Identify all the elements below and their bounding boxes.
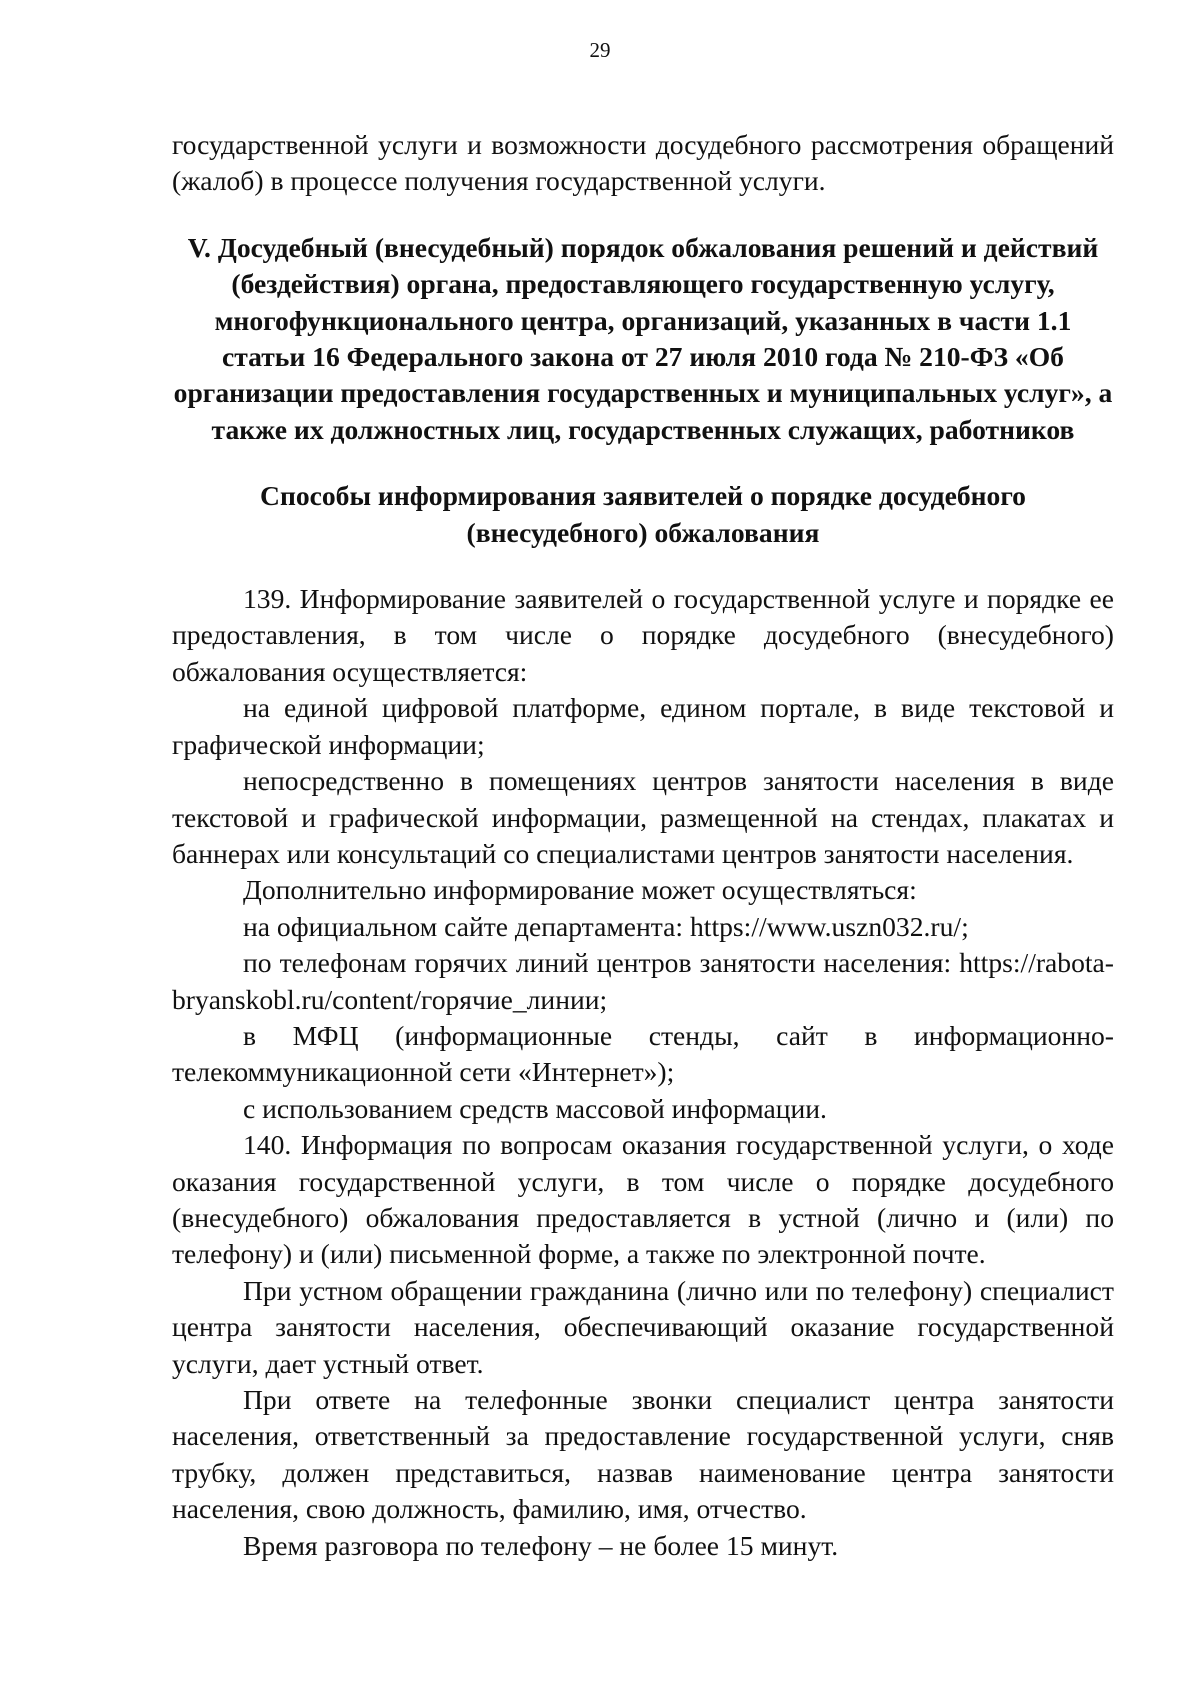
subsection-heading: Способы информирования заявителей о порядке досудебного (внесудебного) обжалования xyxy=(260,480,1026,548)
paragraph-139-item-mfc: в МФЦ (информационные стенды, сайт в информационно-телекоммуникационной сети «Интернет»); xyxy=(172,1019,1114,1088)
paragraph-139-item-hotlines: по телефонам горячих линий центров занятости населения: https://rabota-bryanskobl.ru/content/горячие_линии; xyxy=(172,947,1114,1015)
paragraph-140-duration: Время разговора по телефону – не более 15 минут. xyxy=(243,1529,839,1561)
paragraph-140-phone: При ответе на телефонные звонки специалист центра занятости населения, ответственный за предоставление государственной услуги, сняв трубку, должен представиться, назвав наименование центра занятости населения, свою должность, фамилию, имя, отчество. xyxy=(172,1384,1114,1525)
paragraph-139-additional: Дополнительно информирование может осуществляться: xyxy=(243,874,917,906)
continuation-paragraph: государственной услуги и возможности досудебного рассмотрения обращений (жалоб) в процессе получения государственной услуги. xyxy=(172,129,1114,197)
paragraph-140: 140. Информация по вопросам оказания государственной услуги, о ходе оказания государственной услуги, в том числе о порядке досудебного (внесудебного) обжалования предоставляется в устной (лично и (или) по телефону) и (или) письменной форме, а также по электронной почте. xyxy=(172,1129,1114,1270)
section-heading: V. Досудебный (внесудебный) порядок обжалования решений и действий (бездействия) органа, предоставляющего государственную услугу, многофункционального центра, организаций, указанных в части 1.1 статьи 16 Федерального закона от 27 июля 2010 года № 210-ФЗ «Об организации предоставления государственных и муниципальных услуг», а также их должностных лиц, государственных служащих, работников xyxy=(173,231,1113,445)
paragraph-139-item-website: на официальном сайте департамента: https://www.uszn032.ru/; xyxy=(243,910,969,942)
page-number: 29 xyxy=(589,38,611,62)
paragraph-140-oral: При устном обращении гражданина (лично или по телефону) специалист центра занятости населения, обеспечивающий оказание государственной услуги, дает устный ответ. xyxy=(172,1274,1114,1379)
paragraph-139-item-premises: непосредственно в помещениях центров занятости населения в виде текстовой и графической информации, размещенной на стендах, плакатах и баннерах или консультаций со специалистами центров занятости населения. xyxy=(172,765,1114,869)
paragraph-139-item-portal: на единой цифровой платформе, едином портале, в виде текстовой и графической информации; xyxy=(172,692,1114,760)
paragraph-139-item-media: с использованием средств массовой информации. xyxy=(243,1092,827,1124)
document-body xyxy=(172,127,1114,1564)
paragraph-139: 139. Информирование заявителей о государственной услуге и порядке ее предоставления, в том числе о порядке досудебного (внесудебного) обжалования осуществляется: xyxy=(172,583,1114,687)
